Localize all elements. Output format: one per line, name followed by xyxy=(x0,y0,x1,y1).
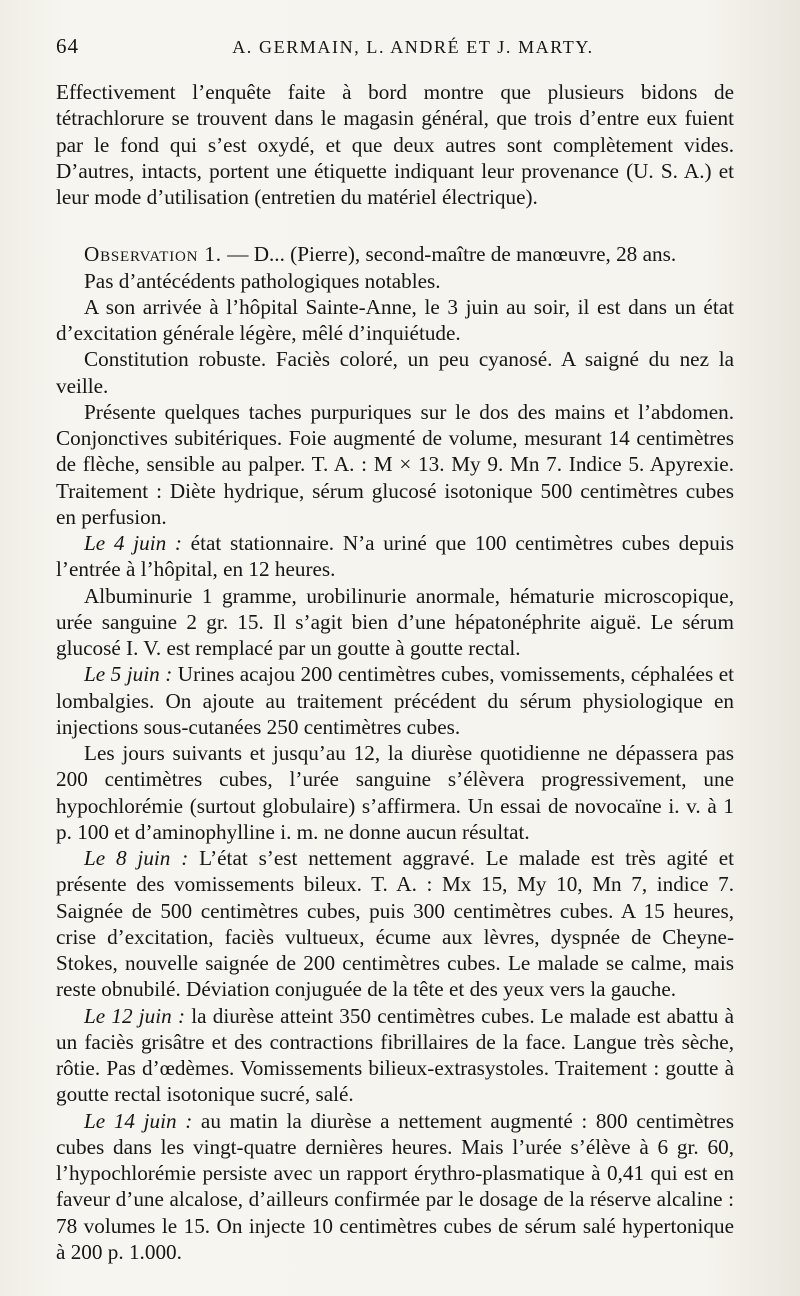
paragraph-3 xyxy=(56,346,734,399)
paragraph-1-text: Pas d’antécédents pathologiques notables. xyxy=(84,268,441,293)
paragraph-5 xyxy=(56,530,734,583)
date-june-14: Le 14 juin : xyxy=(84,1108,193,1133)
paragraph-9 xyxy=(56,845,734,1003)
paragraph-8-text: Les jours suivants et jusqu’au 12, la diurèse quotidienne ne dépassera pas 200 centimètres cubes, l’urée sanguine s’élèvera progressivement, une hypochlorémie (surtout globulaire) s’affirmera. Un essai de novocaïne i. v. à 1 p. 100 et d’aminophylline i. m. ne donne aucun résultat. xyxy=(56,741,734,844)
observation-patient: — D... (Pierre), second-maître de manœuvre, 28 ans. xyxy=(227,242,677,267)
paragraph-5-text: état stationnaire. N’a uriné que 100 centimètres cubes depuis l’entrée à l’hôpital, en 12 heures. xyxy=(56,531,734,582)
paragraph-10-text: la diurèse atteint 350 centimètres cubes. Le malade est abattu à un faciès grisâtre et des contractions fibrillaires de la face. Langue très sèche, rôtie. Pas d’œdèmes. Vomissements bilieux-extrasystoles. Traitement : goutte à goutte rectal isotonique sucré, salé. xyxy=(56,1003,734,1107)
paragraph-2 xyxy=(56,294,734,347)
paragraph-7-text: Urines acajou 200 centimètres cubes, vomissements, céphalées et lombalgies. On ajoute au traitement précédent du sérum physiologique en injections sous-cutanées 250 centimètres cubes. xyxy=(56,662,734,739)
date-june-8: Le 8 juin : xyxy=(84,846,189,870)
paragraph-1 xyxy=(56,268,734,294)
paragraph-8 xyxy=(56,740,734,845)
paragraph-3-text: Constitution robuste. Faciès coloré, un peu cyanosé. A saigné du nez la veille. xyxy=(56,347,734,398)
running-header xyxy=(56,34,734,59)
intro-paragraph: Effectivement l’enquête faite à bord montre que plusieurs bidons de tétrachlorure se trouvent dans le magasin général, que trois d’entre eux fuient par le fond qui s’est oxydé, et que deux autres sont complètement vides. D’autres, intacts, portent une étiquette indiquant leur provenance (U. S. A.) et leur mode d’utilisation (entretien du matériel électrique). xyxy=(56,80,734,209)
paragraph-9-text: L’état s’est nettement aggravé. Le malade est très agité et présente des vomissements bileux. T. A. : Mx 15, My 10, Mn 7, indice 7. Saignée de 500 centimètres cubes, puis 300 centimètres cubes. A 15 heures, crise d’excitation, faciès vultueux, écume aux lèvres, dyspnée de Cheyne-Stokes, nouvelle saignée de 200 centimètres cubes. Le malade se calme, mais reste obnubilé. Déviation conjuguée de la tête et des yeux vers la gauche. xyxy=(56,846,734,1002)
running-title: A. GERMAIN, L. ANDRÉ ET J. MARTY. xyxy=(232,37,594,57)
date-june-12: Le 12 juin : xyxy=(84,1003,186,1028)
paragraph-4-text: Présente quelques taches purpuriques sur le dos des mains et l’abdomen. Conjonctives subitériques. Foie augmenté de volume, mesurant 14 centimètres de flèche, sensible au palper. T. A. : M × 13. My 9. Mn 7. Indice 5. Apyrexie. Traitement : Diète hydrique, sérum glucosé isotonique 500 centimètres cubes en perfusion. xyxy=(56,399,734,529)
paragraph-6-text: Albuminurie 1 gramme, urobilinurie anormale, hématurie microscopique, urée sanguine 2 gr. 15. Il s’agit bien d’une hépatonéphrite aiguë. Le sérum glucosé I. V. est remplacé par un goutte à goutte rectal. xyxy=(56,583,734,660)
paragraph-4 xyxy=(56,399,734,530)
paragraph-11 xyxy=(56,1108,734,1266)
paragraph-2-text: A son arrivée à l’hôpital Sainte-Anne, le 3 juin au soir, il est dans un état d’excitation générale légère, mêlé d’inquiétude. xyxy=(56,294,734,345)
paragraph-11-text: au matin la diurèse a nettement augmenté : 800 centimètres cubes dans les vingt-quatre dernières heures. Mais l’urée s’élève à 6 gr. 60, l’hypochlorémie persiste avec un rapport érythro-plasmatique à 0,41 qui est en faveur d’une alcalose, d’ailleurs confirmée par le dosage de la réserve alcaline : 78 volumes le 15. On injecte 10 centimètres cubes de sérum salé hypertonique à 200 p. 1.000. xyxy=(56,1108,734,1264)
observation-heading xyxy=(56,241,734,267)
page-number: 64 xyxy=(56,34,79,58)
date-june-5: Le 5 juin : xyxy=(84,662,173,687)
paragraph-7 xyxy=(56,661,734,740)
observation-label: Observation 1. xyxy=(84,242,222,267)
date-june-4: Le 4 juin : xyxy=(84,531,182,555)
paragraph-10 xyxy=(56,1003,734,1108)
paragraph-6 xyxy=(56,583,734,662)
